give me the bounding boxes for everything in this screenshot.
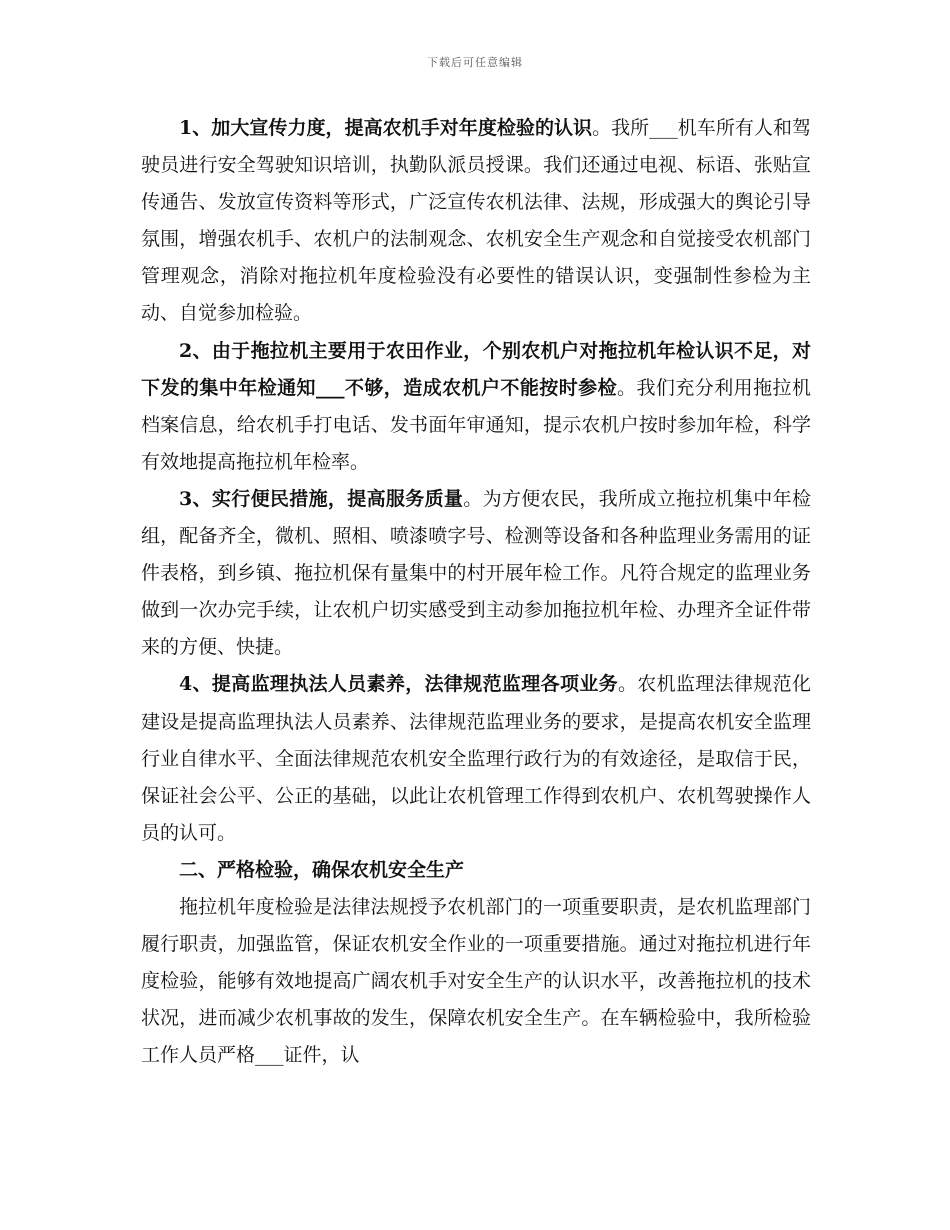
- paragraph-3-text: 。为方便农民，我所成立拖拉机集中年检组，配备齐全，微机、照相、喷漆喷字号、检测等设备和各种监理业务需用的证件表格，到乡镇、拖拉机保有量集中的村开展年检工作。凡符合规定的监理业务做到一次办完手续，让农机户切实感受到主动参加拖拉机年检、办理齐全证件带来的方便、快捷。: [141, 487, 811, 659]
- paragraph-2-lead: 2、由于拖拉机主要用于农田作业，个别农机户对拖拉机年检认识不足，对下发的集中年检通知___不够，造成农机户不能按时参检: [141, 339, 811, 399]
- paragraph-2-text: 。我们充分利用拖拉机档案信息，给农机手打电话、发书面年审通知，提示农机户按时参加年检，科学有效地提高拖拉机年检率。: [141, 376, 811, 473]
- paragraph-4: [141, 666, 811, 851]
- paragraph-1-lead: 1、加大宣传力度，提高农机手对年度检验的认识: [179, 117, 593, 139]
- paragraph-4-text: 。农机监理法律规范化建设是提高监理执法人员素养、法律规范监理业务的要求，是提高农机安全监理行业自律水平、全面法律规范农机安全监理行政行为的有效途径，是取信于民，保证社会公平、公正的基础，以此让农机管理工作得到农机户、农机驾驶操作人员的认可。: [141, 673, 811, 844]
- paragraph-1-text: 。我所___机车所有人和驾驶员进行安全驾驶知识培训，执勤队派员授课。我们还通过电视、标语、张贴宣传通告、发放宣传资料等形式，广泛宣传农机法律、法规，形成强大的舆论引导氛围，增强农机手、农机户的法制观念、农机安全生产观念和自觉接受农机部门管理观念，消除对拖拉机年度检验没有必要性的错误认识，变强制性参检为主动、自觉参加检验。: [141, 117, 811, 325]
- paragraph-1: [141, 110, 811, 333]
- paragraph-2: [141, 333, 811, 481]
- page-header: 下载后可任意编辑: [427, 56, 523, 69]
- document-body: [141, 110, 811, 1074]
- paragraph-4-lead: 4、提高监理执法人员素养，法律规范监理各项业务: [179, 673, 618, 696]
- section-heading: 二、严格检验，确保农机安全生产: [179, 858, 465, 881]
- paragraph-5: 拖拉机年度检验是法律法规授予农机部门的一项重要职责，是农机监理部门履行职责，加强监管，保证农机安全作业的一项重要措施。通过对拖拉机进行年度检验，能够有效地提高广阔农机手对安全生产的认识水平，改善拖拉机的技术状况，进而减少农机事故的发生，保障农机安全生产。在车辆检验中，我所检验工作人员严格___证件，认: [141, 895, 811, 1067]
- paragraph-3: [141, 481, 811, 666]
- paragraph-3-lead: 3、实行便民措施，提高服务质量: [179, 487, 464, 510]
